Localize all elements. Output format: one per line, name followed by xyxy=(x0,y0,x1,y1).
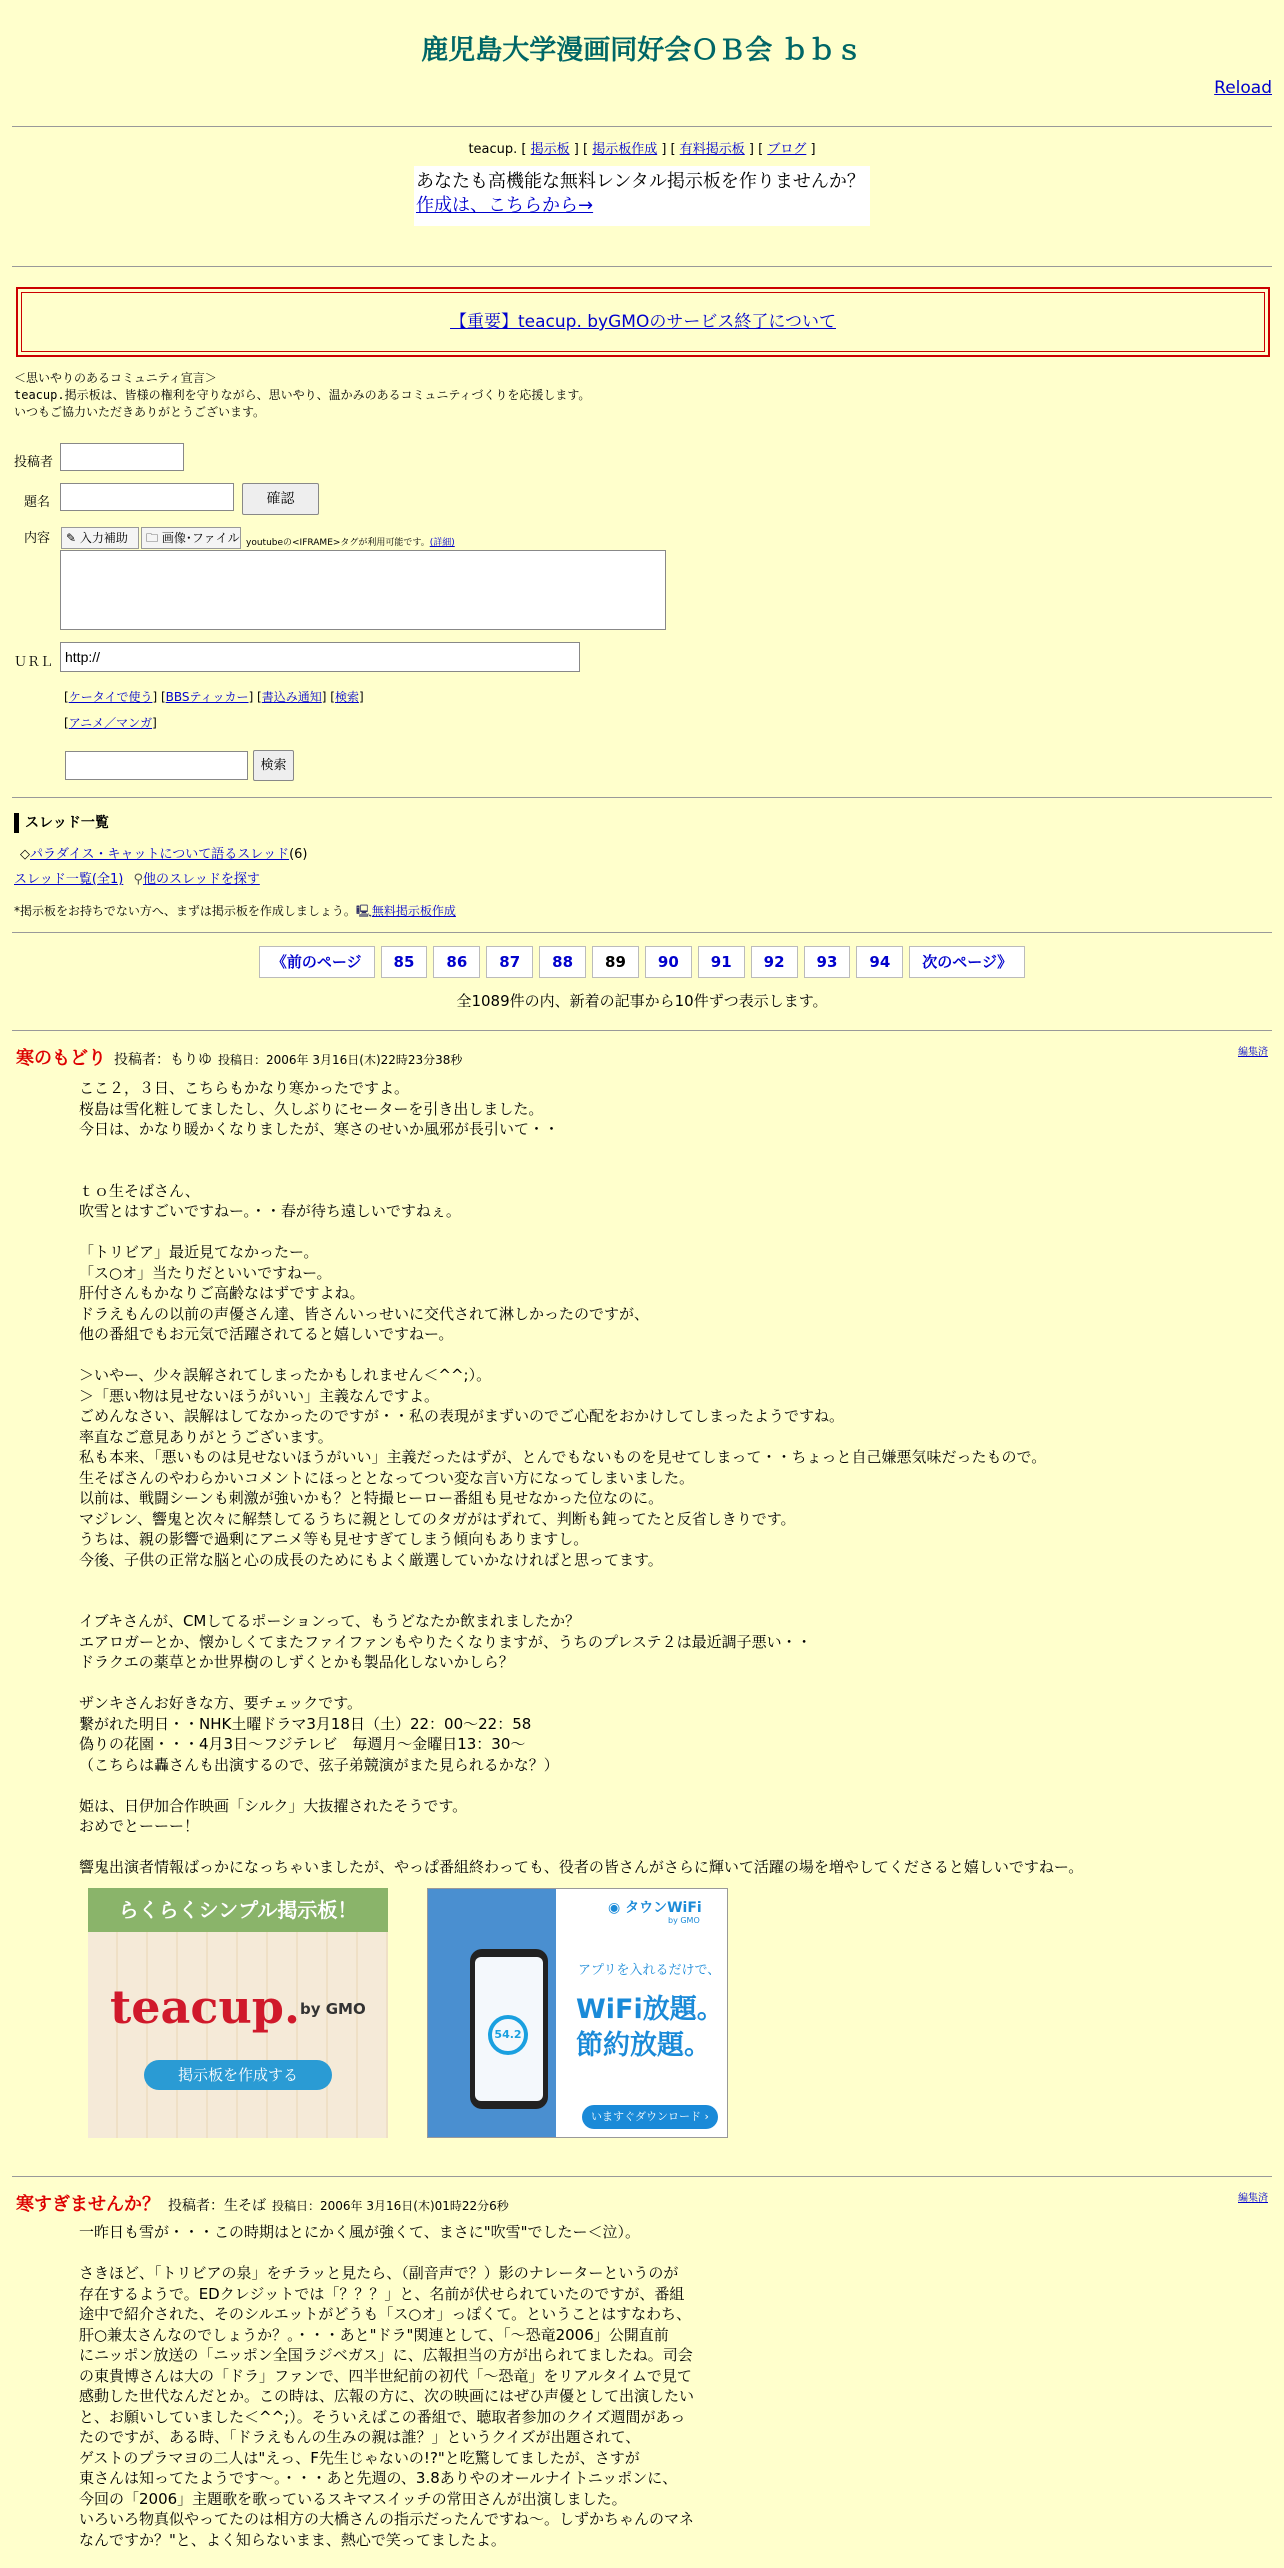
teacup-banner-heading: らくらくシンプル掲示板！ xyxy=(88,1888,388,1932)
author-input[interactable] xyxy=(60,443,184,471)
subject-label: 題名 xyxy=(24,495,51,510)
wifi-brand-sub: by GMO xyxy=(668,1916,700,1925)
input-help-icon: ✎ xyxy=(66,531,80,545)
wifi-icon: ◉ xyxy=(608,1900,626,1916)
next-page-button[interactable]: 次のページ》 xyxy=(909,946,1025,978)
nav-link-board[interactable]: 掲示板 xyxy=(530,142,570,157)
page-link[interactable]: 93 xyxy=(804,946,851,978)
search-link[interactable]: 検索 xyxy=(334,690,359,704)
declaration-line2: いつもご協力いただきありがとうございます。 xyxy=(14,405,266,419)
community-declaration xyxy=(14,370,590,421)
author-label: 投稿者 xyxy=(14,455,54,470)
promo-text: あなたも高機能な無料レンタル掲示板を作りませんか？ xyxy=(416,171,865,192)
wifi-headline-1: WiFi放題。 xyxy=(576,1994,724,2025)
nav-site: teacup. xyxy=(468,142,518,157)
post-count-summary: 全1089件の内、新着の記事から10件ずつ表示します。 xyxy=(456,992,828,1010)
url-label: ＵＲＬ xyxy=(14,655,54,670)
notice-link[interactable]: 【重要】teacup. byGMOのサービス終了について xyxy=(450,312,836,332)
category-links: [アニメ／マンガ] xyxy=(64,716,157,730)
detail-link[interactable]: (詳細) xyxy=(429,538,455,548)
post-body: ここ２，３日、こちらもかなり寒かったですよ。 桜島は雪化粧してましたし、久しぶりにセーターを引き出しました。 今日は、かなり暖かくなりましたが、寒さのせいか風邪が長引いて・・ ｔｏ生そばさん、 吹雪とはすごいですねー。・・春が待ち遠しいですねぇ。 「トリビア」最近見てなかったー。 「ス○オ」当たりだといいですねー。 肝付さんもかなりご高齢なはずですよね。 ドラえもんの以前の声優さん達、皆さんいっせいに交代されて淋しかったのですが、 他の番組でもお元気で活躍されてると嬉しいですねー。 ＞いやー、少々誤解されてしまったかもしれません＜^^;）。 ＞「悪い物は見せないほうがいい」主義なんですよ。 ごめんなさい、誤解はしてなかったのですが・・私の表現がまずいのでご心配をおかけしてしまったようですね。 率直なご意見ありがとうございます。 私も本来、「悪いものは見せないほうがいい」主義だったはずが、とんでもないものを見せてしまって・・ちょっと自己嫌悪気味だったもので。 生そばさんのやわらかいコメントにほっととなってつい変な言い方になってしまいました。 以前は、戦闘シーンも刺激が強いかも？と特撮ヒーロー番組も見せなかった位なのに。 マジレン、響鬼と次々に解禁してるうちに親としてのタガがはずれて、判断も鈍ってたと反省しきりです。 うちは、親の影響で過剰にアニメ等も見せすぎてしまう傾向もありますし。 今後、子供の正常な脳と心の成長のためにもよく厳選していかなければと思ってます。 イブキさんが、CMしてるポーションって、もうどなたか飲まれましたか？ エアロガーとか、懐かしくてまたファイファンもやりたくなりますが、うちのプレステ２は最近調子悪い・・ ドラクエの薬草とか世界樹のしずくとかも製品化しないかしら？ ザンキさんお好きな方、要チェックです。 繋がれた明日・・NHK土曜ドラマ3月18日（土）22：00～22：58 偽りの花園・・・4月3日～フジテレビ 毎週月～金曜日13：30～ （こちらは轟さんも出演するので、弦子弟競演がまた見られるかな？） 姫は、日伊加合作映画「シルク」大抜擢されたそうです。 おめでとーーー！ 響鬼出演者情報ばっかになっちゃいましたが、やっぱ番組終わっても、役者の皆さんがさらに輝いて活躍の場を増やしてくださると嬉しいですねー。 xyxy=(79,1079,1084,1876)
folder-icon: 🗀 xyxy=(146,531,162,545)
edit-link[interactable]: 編集済 xyxy=(1238,2193,1268,2204)
post-date: 投稿日：2006年 3月16日(木)22時23分38秒 xyxy=(218,1053,463,1067)
content-textarea[interactable] xyxy=(60,550,666,630)
wifi-banner[interactable] xyxy=(427,1888,728,2138)
teacup-create-button[interactable]: 掲示板を作成する xyxy=(144,2060,332,2090)
youtube-note: youtubeの<IFRAME>タグが利用可能です。(詳細) xyxy=(246,538,455,548)
create-board-link[interactable]: 無料掲示板作成 xyxy=(371,904,456,918)
post-date: 投稿日：2006年 3月16日(木)01時22分6秒 xyxy=(272,2199,509,2213)
ticker-link[interactable]: BBSティッカー xyxy=(165,690,249,704)
nav-link-paid[interactable]: 有料掲示板 xyxy=(679,142,745,157)
board-title: 鹿児島大学漫画同好会ＯＢ会 ｂｂｓ xyxy=(421,35,863,66)
url-input[interactable] xyxy=(60,642,580,672)
content-label: 内容 xyxy=(24,531,51,546)
page-link[interactable]: 90 xyxy=(645,946,692,978)
divider xyxy=(12,932,1272,933)
divider xyxy=(12,126,1272,127)
phone-icon xyxy=(470,1949,548,2109)
search-input[interactable] xyxy=(65,751,248,780)
post-author: 投稿者：もりゆ xyxy=(114,1052,212,1068)
current-page: 89 xyxy=(592,946,639,978)
divider xyxy=(12,266,1272,267)
promo-box xyxy=(414,166,870,226)
edit-link[interactable]: 編集済 xyxy=(1238,1047,1268,1058)
prev-page-button[interactable]: 《前のページ xyxy=(259,946,375,978)
teacup-logo-sub: by GMO xyxy=(300,2000,366,2018)
wifi-tagline: アプリを入れるだけで、 xyxy=(578,1963,721,1978)
declaration-site: teacup. xyxy=(14,388,65,402)
tab-image-file[interactable]: 🗀 画像･ファイル xyxy=(141,527,241,549)
declaration-line1: 掲示板は、皆様の権利を守りながら、思いやり、温かみのあるコミュニティづくりを応援します。 xyxy=(64,388,591,402)
page-link[interactable]: 88 xyxy=(539,946,586,978)
teacup-logo: teacup. xyxy=(110,1980,300,2034)
category-anime-link[interactable]: アニメ／マンガ xyxy=(68,716,153,730)
page-link[interactable]: 87 xyxy=(486,946,533,978)
subject-input[interactable] xyxy=(60,483,234,511)
page-link[interactable]: 86 xyxy=(433,946,480,978)
tab-input-help[interactable]: ✎ 入力補助 xyxy=(61,527,139,549)
wifi-headline-2: 節約放題。 xyxy=(576,2030,711,2061)
other-threads-link[interactable]: 他のスレッドを探す xyxy=(142,872,260,887)
thread-list-title: スレッド一覧 xyxy=(14,813,109,833)
pagination xyxy=(0,946,1284,978)
divider xyxy=(12,2176,1272,2177)
notify-link[interactable]: 書込み通知 xyxy=(261,690,322,704)
divider xyxy=(12,797,1272,798)
phone-value: 54.2 xyxy=(488,2015,528,2055)
search-button[interactable]: 検索 xyxy=(253,750,294,781)
promo-link[interactable]: 作成は、こちらから→ xyxy=(416,195,594,216)
confirm-button[interactable]: 確認 xyxy=(242,483,319,515)
notice-box xyxy=(16,287,1270,357)
post-title: 寒のもどり xyxy=(16,1048,106,1069)
declaration-title: ＜思いやりのあるコミュニティ宣言＞ xyxy=(14,371,217,385)
page-link[interactable]: 92 xyxy=(751,946,798,978)
post-body: 一昨日も雪が・・・この時期はとにかく風が強くて、まさに"吹雪"でしたー＜泣）。 さきほど、「トリビアの泉」をチラッと見たら、（副音声で？）影のナレーターというのが 存在するようで。EDクレジットでは「？？？」と、名前が伏せられていたのですが、番組 途中で紹介された、そのシルエットがどうも「ス○オ」っぽくて。ということはすなわち、 肝○兼太さんなのでしょうか？。・・・あと"ドラ"関連として、「～恐竜2006」公開直前 にニッポン放送の「ニッポン全国ラジベガス」に、広報担当の方が出られてましたね。司会 の東貴博さんは大の「ドラ」ファンで、四半世紀前の初代「～恐竜」をリアルタイムで見て 感動した世代なんだとか。この時は、広報の方に、次の映画にはぜひ声優として出演したい と、お願いしていました＜^^;）。そういえばこの番組で、聴取者参加のクイズ週間があっ たのですが、ある時、「ドラえもんの生みの親は誰？」というクイズが出題されて、 ゲストのプラマヨの二人は"えっ、F先生じゃないの!?"と吃驚してましたが、さすが 東さんは知ってたようです～。・・・あと先週の、3.8ありやのオールナイトニッポンに、 今回の「2006」主題歌を歌っているスキマスイッチの常田さんが出演しました。 いろいろ物真似やってたのは相方の大橋さんの指示だったんですね～。しずかちゃんのマネ なんですか？"と、よく知らないまま、熱心で笑ってましたよ。 xyxy=(79,2223,695,2549)
page-link[interactable]: 94 xyxy=(856,946,903,978)
nav-links: teacup. [ 掲示板 ] [ 掲示板作成 ] [ 有料掲示板 ] [ ブログ ] xyxy=(468,142,816,157)
thread-item: ◇パラダイス・キャットについて語るスレッド(6) xyxy=(20,847,308,862)
thread-link[interactable]: パラダイス・キャットについて語るスレッド xyxy=(30,847,290,862)
search-icon: ⚲ xyxy=(133,872,143,887)
post-header xyxy=(16,1044,462,1070)
create-board-note: *掲示板をお持ちでない方へ、まずは掲示板を作成しましょう。🖳無料掲示板作成 xyxy=(14,904,456,918)
divider xyxy=(12,1030,1272,1031)
all-threads-link[interactable]: スレッド一覧(全1) xyxy=(14,872,124,887)
post-author: 投稿者：生そば xyxy=(168,2198,266,2214)
wifi-download-button[interactable]: いますぐダウンロード › xyxy=(582,2105,718,2129)
page-link[interactable]: 91 xyxy=(698,946,745,978)
mobile-link[interactable]: ケータイで使う xyxy=(68,690,153,704)
page-link[interactable]: 85 xyxy=(381,946,428,978)
post-title: 寒すぎませんか？ xyxy=(16,2194,160,2215)
post-header xyxy=(16,2190,509,2216)
computer-icon: 🖳 xyxy=(355,904,372,918)
nav-link-blog[interactable]: ブログ xyxy=(767,142,807,157)
wifi-brand: ◉ タウンWiFi xyxy=(608,1900,702,1916)
teacup-banner[interactable] xyxy=(88,1888,388,2138)
nav-link-create[interactable]: 掲示板作成 xyxy=(592,142,658,157)
tool-links: [ケータイで使う] [BBSティッカー] [書込み通知] [検索] xyxy=(64,690,364,704)
reload-link[interactable]: Reload xyxy=(1214,78,1272,98)
thread-nav xyxy=(14,868,260,887)
